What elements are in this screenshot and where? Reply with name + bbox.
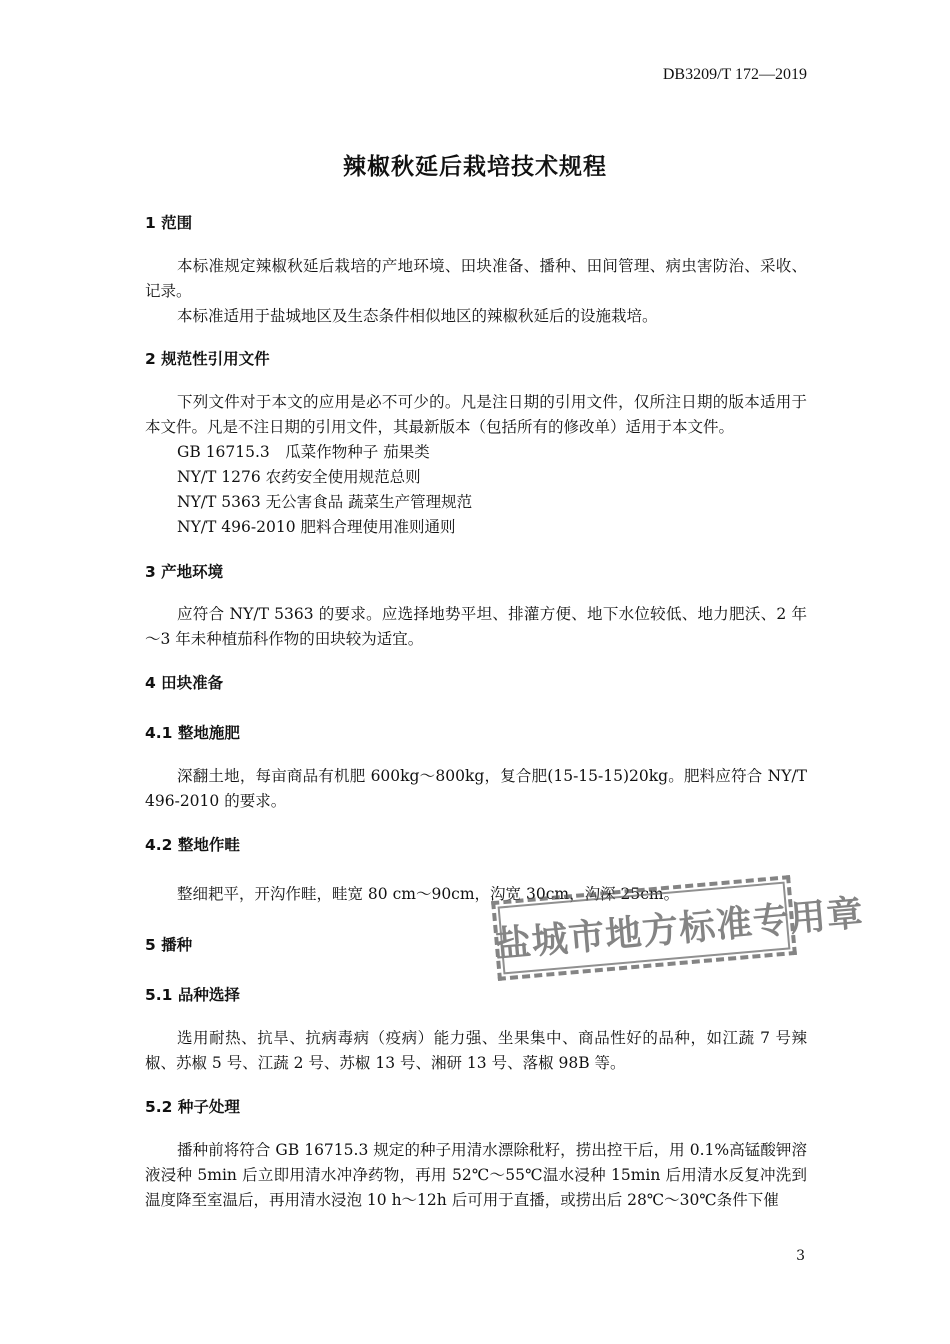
section-4-2-heading: 4.2 整地作畦 <box>145 836 240 854</box>
reference-item: GB 16715.3 瓜菜作物种子 茄果类 <box>177 443 430 461</box>
section-1-para-1: 本标准规定辣椒秋延后栽培的产地环境、田块准备、播种、田间管理、病虫害防治、采收、记录。 <box>145 257 807 300</box>
section-5-2-heading: 5.2 种子处理 <box>145 1098 240 1116</box>
section-5-heading: 5 播种 <box>145 936 193 954</box>
doc-code: DB3209/T 172—2019 <box>662 66 807 83</box>
section-4-heading: 4 田块准备 <box>145 674 224 692</box>
section-2-heading: 2 规范性引用文件 <box>145 350 270 368</box>
section-4-1-heading: 4.1 整地施肥 <box>145 724 240 742</box>
stamp-text: 盐城市地方标准专用章 <box>493 892 866 966</box>
section-5-1-para: 选用耐热、抗旱、抗病毒病（疫病）能力强、坐果集中、商品性好的品种，如江蔬 7 号辣椒、苏椒 5 号、江蔬 2 号、苏椒 13 号、湘研 13 号、落椒 98B 等。 <box>145 1029 807 1072</box>
section-1-heading: 1 范围 <box>145 214 193 232</box>
section-4-1-para: 深翻土地，每亩商品有机肥 600kg～800kg，复合肥(15-15-15)20kg。肥料应符合 NY/T 496-2010 的要求。 <box>145 767 807 810</box>
reference-item: NY/T 5363 无公害食品 蔬菜生产管理规范 <box>177 493 473 511</box>
reference-item: NY/T 1276 农药安全使用规范总则 <box>177 468 421 486</box>
section-5-1-heading: 5.1 品种选择 <box>145 986 240 1004</box>
page-number: 3 <box>796 1248 805 1264</box>
page-title: 辣椒秋延后栽培技术规程 <box>343 154 607 180</box>
section-4-2-para: 整细耙平，开沟作畦，畦宽 80 cm～90cm，沟宽 30cm，沟深 25cm。 <box>177 885 680 903</box>
reference-item: NY/T 496-2010 肥料合理使用准则通则 <box>177 518 456 536</box>
section-1-para-2: 本标准适用于盐城地区及生态条件相似地区的辣椒秋延后的设施栽培。 <box>177 307 658 325</box>
section-5-2-para: 播种前将符合 GB 16715.3 规定的种子用清水漂除秕籽，捞出控干后，用 0.1%高锰酸钾溶液浸种 5min 后立即用清水冲净药物，再用 52℃～55℃温水浸种 15min 后用清水反复冲洗到温度降至室温后，再用清水浸泡 10 h～12h 后可用于直播，或捞出后 28℃～30℃条件下催 <box>145 1141 807 1209</box>
section-2-para: 下列文件对于本文的应用是必不可少的。凡是注日期的引用文件，仅所注日期的版本适用于本文件。凡是不注日期的引用文件，其最新版本（包括所有的修改单）适用于本文件。 <box>145 393 807 436</box>
section-3-para: 应符合 NY/T 5363 的要求。应选择地势平坦、排灌方便、地下水位较低、地力肥沃、2 年～3 年未种植茄科作物的田块较为适宜。 <box>145 605 807 648</box>
section-3-heading: 3 产地环境 <box>145 563 224 581</box>
